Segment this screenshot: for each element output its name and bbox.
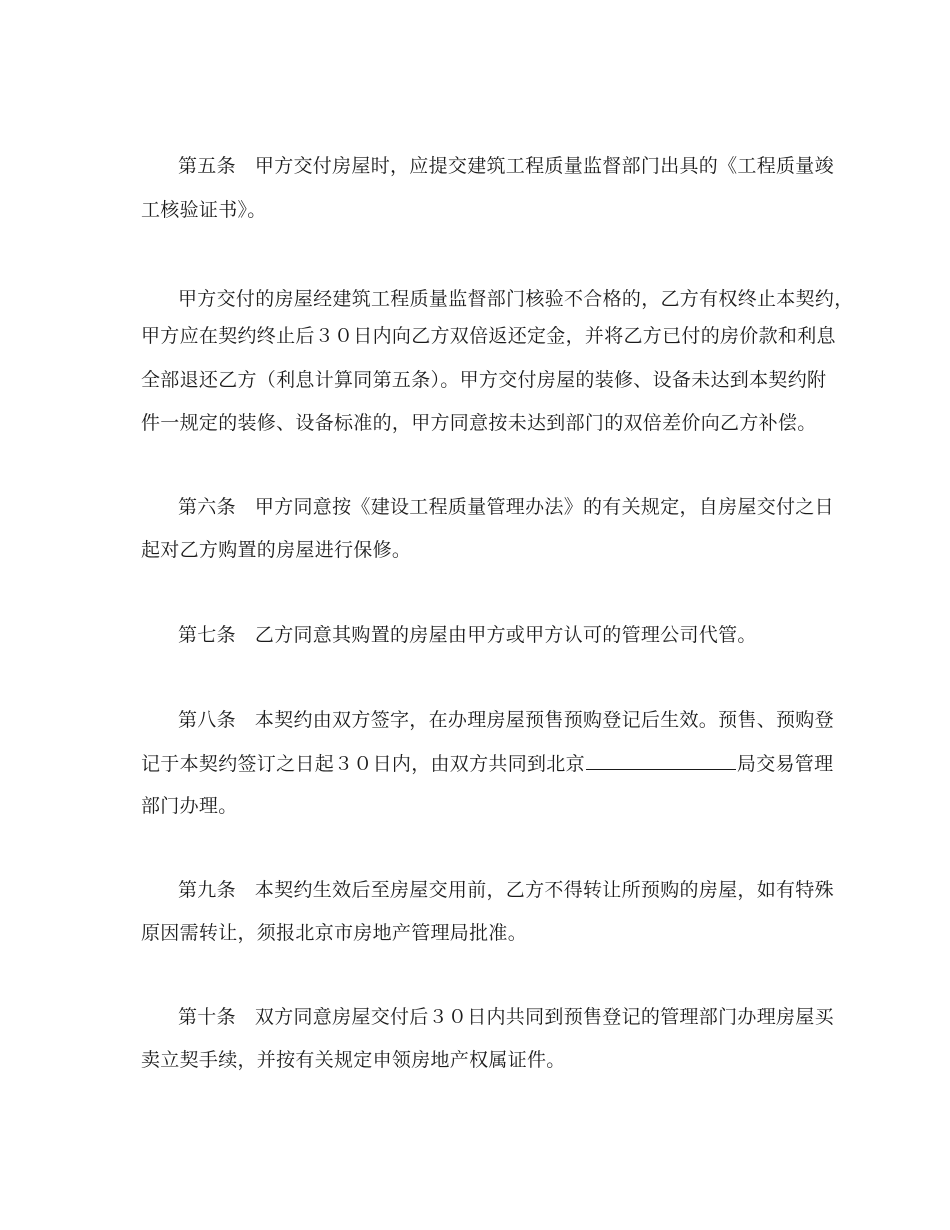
article-7-text-1: 乙方同意其购置的房屋由甲方或甲方认可的管理公司代管。 [254, 624, 757, 646]
article-7-line-1 [178, 623, 757, 647]
article-8-text-2a: 记于本契约签订之日起３０日内，由双方共同到北京 [141, 753, 585, 775]
article-5-text-1: 甲方交付房屋时，应提交建筑工程质量监督部门出具的《工程质量竣 [254, 155, 834, 177]
article-5b-line-1: 甲方交付的房屋经建筑工程质量监督部门核验不合格的，乙方有权终止本契约， [178, 288, 854, 310]
article-8-line-1 [178, 708, 834, 732]
article-7-label: 第七条 [178, 624, 236, 646]
fill-in-blank-line[interactable] [586, 751, 736, 770]
article-8-label: 第八条 [178, 709, 236, 731]
article-10-label: 第十条 [178, 1006, 236, 1028]
article-6-line-1 [178, 495, 834, 519]
article-9-line-2: 原因需转让，须报北京市房地产管理局批准。 [141, 922, 528, 944]
article-10-line-2: 卖立契手续，并按有关规定申领房地产权属证件。 [141, 1049, 566, 1071]
article-6-text-1: 甲方同意按《建设工程质量管理办法》的有关规定，自房屋交付之日 [254, 496, 834, 518]
article-5b-line-2: 甲方应在契约终止后３０日内向乙方双倍返还定金，并将乙方已付的房价款和利息 [141, 325, 836, 347]
article-8-line-3: 部门办理。 [141, 795, 238, 817]
article-5b-line-3: 全部退还乙方（利息计算同第五条）。甲方交付房屋的装修、设备未达到本契约附 [141, 369, 827, 391]
article-8-line-2 [141, 751, 833, 776]
article-8-text-1: 本契约由双方签字，在办理房屋预售预购登记后生效。预售、预购登 [254, 709, 834, 731]
article-10-line-1 [178, 1005, 834, 1029]
article-8-text-2b: 局交易管理 [736, 753, 834, 775]
article-6-line-2: 起对乙方购置的房屋进行保修。 [141, 539, 412, 561]
article-6-label: 第六条 [178, 496, 236, 518]
article-10-text-1: 双方同意房屋交付后３０日内共同到预售登记的管理部门办理房屋买 [254, 1006, 834, 1028]
article-5-line-2: 工核验证书》。 [141, 199, 267, 221]
article-9-text-1: 本契约生效后至房屋交用前，乙方不得转让所预购的房屋，如有特殊 [254, 879, 834, 901]
article-5b-line-4: 件一规定的装修、设备标准的，甲方同意按未达到部门的双倍差价向乙方补偿。 [141, 412, 817, 434]
article-9-line-1 [178, 878, 834, 902]
article-5-line-1 [178, 154, 834, 178]
article-5-label: 第五条 [178, 155, 236, 177]
article-9-label: 第九条 [178, 879, 236, 901]
